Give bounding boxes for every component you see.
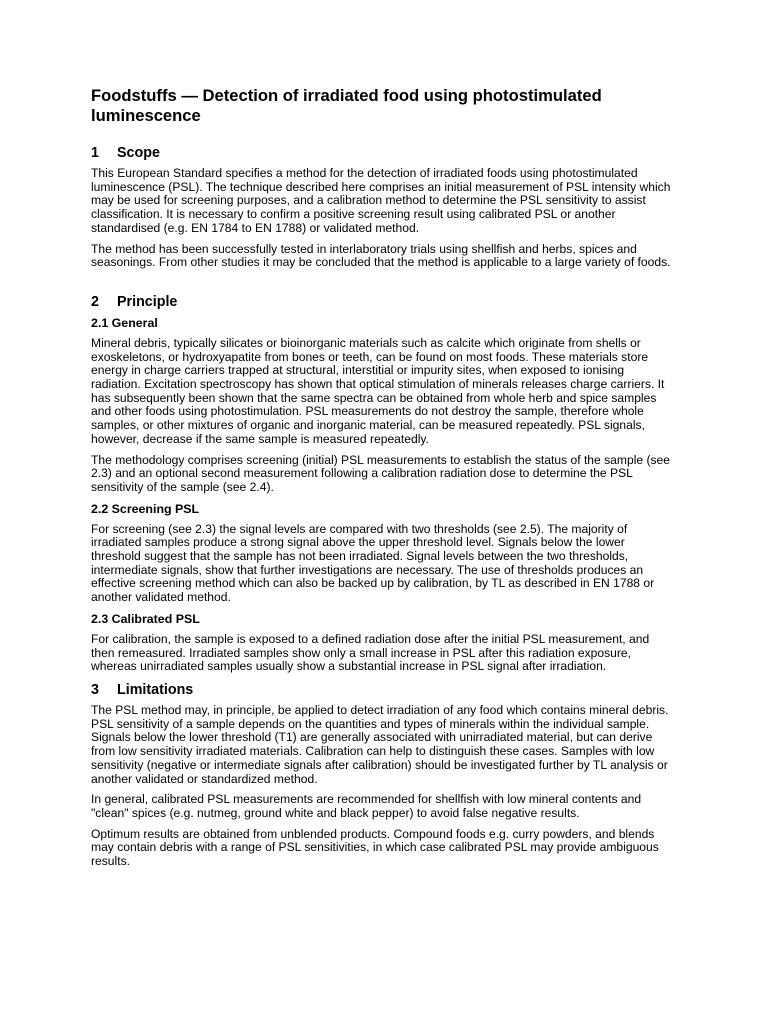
section-number: 2 (91, 293, 99, 310)
section-title: Principle (117, 293, 178, 310)
section-title: Limitations (117, 681, 194, 698)
section-number: 3 (91, 681, 99, 698)
paragraph: Mineral debris, typically silicates or bioinorganic materials such as calcite which originate from shells or exoskeletons, or hydroxyapatite from bones or teeth, can be found on most foods. These materials store energy in charge carriers trapped at structural, interstitial or impurity sites, when exposed to ionising radiation. Excitation spectroscopy has shown that optical stimulation of minerals releases charge carriers. It has subsequently been shown that the same spectra can be obtained from whole herb and spice samples and other foods using photostimulation. PSL measurements do not destroy the sample, therefore whole samples, or other mixtures of organic and inorganic material, can be measured repeatedly. PSL signals, however, decrease if the same sample is measured repeatedly. (91, 335, 665, 446)
paragraph: The PSL method may, in principle, be applied to detect irradiation of any food which contains mineral debris. PSL sensitivity of a sample depends on the quantities and types of minerals within the individual sample. Signals below the lower threshold (T1) are generally associated with unirradiated material, but can derive from low sensitivity irradiated materials. Calibration can help to distinguish these cases. Samples with low sensitivity (negative or intermediate signals after calibration) should be investigated further by TL analysis or another validated or standardized method. (91, 702, 669, 786)
paragraph: This European Standard specifies a method for the detection of irradiated foods using photostimulated luminescence (PSL). The technique described here comprises an initial measurement of PSL intensity which may be used for screening purposes, and a calibration method to determine the PSL sensitivity to assist classification. It is necessary to confirm a positive screening result using calibrated PSL or another standardised (e.g. EN 1784 to EN 1788) or validated method. (91, 166, 671, 235)
section-heading-scope (91, 144, 676, 162)
paragraph: For screening (see 2.3) the signal levels are compared with two thresholds (see 2.5). The majority of irradiated samples produce a strong signal above the upper threshold level. Signals below the lower threshold suggest that the sample has not been irradiated. Signal levels between the two thresholds, intermediate signals, show that further investigations are necessary. The use of thresholds produces an effective screening method which can also be backed up by calibration, by TL as described in EN 1788 or another validated method. (91, 521, 655, 605)
section-principle (91, 293, 676, 674)
paragraph: For calibration, the sample is exposed to a defined radiation dose after the initial PSL measurement, and then remeasured. Irradiated samples show only a small increase in PSL after this radiation exposure, whereas unirradiated samples usually show a substantial increase in PSL signal after irradiation. (91, 631, 650, 674)
paragraph: The methodology comprises screening (initial) PSL measurements to establish the status of the sample (see 2.3) and an optional second measurement following a calibration radiation dose to determine the PSL sensitivity of the sample (see 2.4). (91, 452, 670, 494)
subsection-heading-general: 2.1 General (91, 315, 158, 330)
spacer (91, 277, 676, 293)
section-heading-principle (91, 293, 676, 311)
subsection-heading-screening: 2.2 Screening PSL (91, 501, 200, 516)
section-scope (91, 144, 676, 270)
section-heading-limitations (91, 681, 676, 699)
paragraph: Optimum results are obtained from unblended products. Compound foods e.g. curry powders, and blends may contain debris with a range of PSL sensitivities, in which case calibrated PSL may provide ambiguous results. (91, 826, 659, 869)
subsection-heading-calibrated: 2.3 Calibrated PSL (91, 611, 200, 626)
document-title: Foodstuffs — Detection of irradiated food using photostimulated luminescence (91, 86, 602, 125)
paragraph: In general, calibrated PSL measurements are recommended for shellfish with low mineral contents and "clean" spices (e.g. nutmeg, ground white and black pepper) to avoid false negative results. (91, 792, 642, 820)
section-number: 1 (91, 145, 99, 161)
section-title: Scope (117, 145, 160, 161)
paragraph: The method has been successfully tested in interlaboratory trials using shellfish and herbs, spices and seasonings. From other studies it may be concluded that the method is applicable to a large variety of foods. (91, 241, 671, 270)
section-limitations (91, 681, 676, 869)
